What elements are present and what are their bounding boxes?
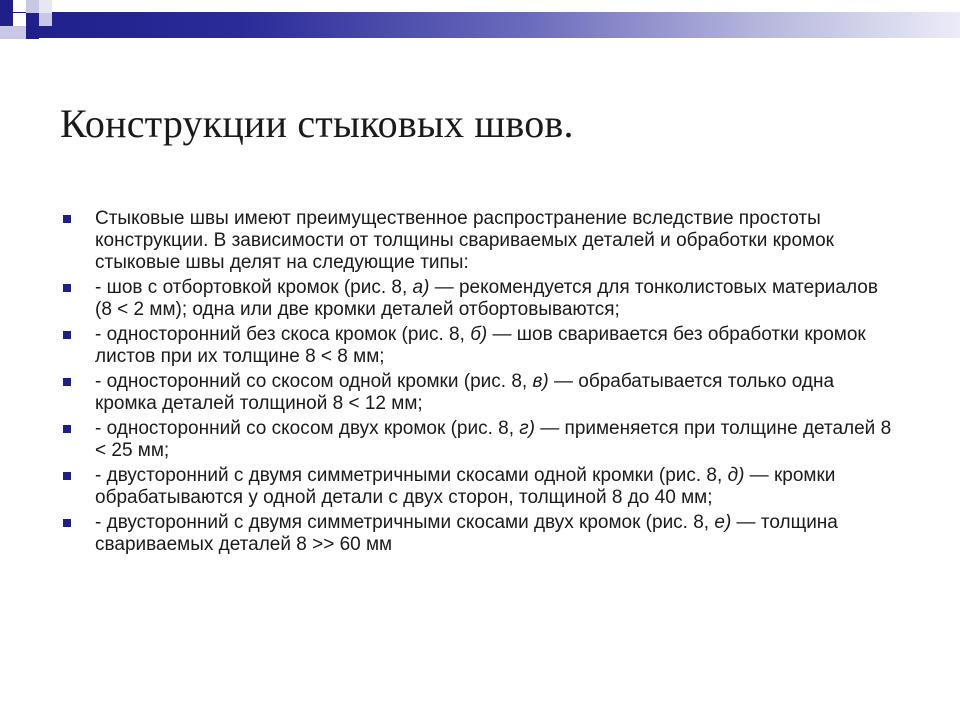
item-figure-ref: в) bbox=[532, 371, 549, 392]
item-text-before: - двусторонний с двумя симметричными скосами двух кромок (рис. 8, bbox=[95, 512, 715, 533]
list-item bbox=[60, 324, 900, 368]
item-figure-ref: е) bbox=[714, 512, 732, 533]
item-text-before: - односторонний со скосом двух кромок (рис. 8, bbox=[95, 418, 520, 439]
list-item bbox=[60, 208, 900, 274]
list-item bbox=[60, 277, 900, 321]
item-text-after: — рекомендуется для тонколистовых материалов (8 < 2 мм); одна или две кромки деталей отбортовываются; bbox=[95, 277, 878, 320]
square-bullet-icon bbox=[63, 425, 71, 433]
item-text-after: — применяется при толщине деталей 8 < 25 мм; bbox=[95, 418, 892, 461]
square-bullet-icon bbox=[63, 378, 71, 386]
item-figure-ref: б) bbox=[470, 324, 488, 345]
item-text-after: — толщина свариваемых деталей 8 >> 60 мм bbox=[95, 512, 838, 555]
list-item bbox=[60, 418, 900, 462]
list-item bbox=[60, 512, 900, 556]
list-item bbox=[60, 465, 900, 509]
square-bullet-icon bbox=[63, 284, 71, 292]
item-figure-ref: а) bbox=[412, 277, 430, 298]
item-text-before: - шов с отбортовкой кромок (рис. 8, bbox=[95, 277, 413, 298]
square-bullet-icon bbox=[63, 472, 71, 480]
slide-title: Конструкции стыковых швов. bbox=[60, 101, 574, 146]
item-text-before: - односторонний без скоса кромок (рис. 8, bbox=[95, 324, 471, 345]
item-text-before: - односторонний со скосом одной кромки (рис. 8, bbox=[95, 371, 533, 392]
item-text-after: — обрабатывается только одна кромка деталей толщиной 8 < 12 мм; bbox=[95, 371, 835, 414]
bullet-list bbox=[60, 208, 900, 559]
list-item bbox=[60, 371, 900, 415]
square-bullet-icon bbox=[63, 331, 71, 339]
item-text-before: - двусторонний с двумя симметричными скосами одной кромки (рис. 8, bbox=[95, 465, 728, 486]
header-gradient-bar bbox=[0, 12, 960, 38]
item-figure-ref: г) bbox=[519, 418, 535, 439]
item-text-after: — кромки обрабатываются у одной детали с двух сторон, толщиной 8 до 40 мм; bbox=[95, 465, 836, 508]
square-bullet-icon bbox=[63, 519, 71, 527]
item-figure-ref: д) bbox=[727, 465, 745, 486]
item-text: Стыковые швы имеют преимущественное распространение вследствие простоты конструкции. В зависимости от толщины свариваемых деталей и обработки кромок стыковые швы делят на следующие типы: bbox=[95, 208, 834, 273]
item-text-after: — шов сваривается без обработки кромок листов при их толщине 8 < 8 мм; bbox=[95, 324, 866, 367]
square-bullet-icon bbox=[63, 215, 71, 223]
